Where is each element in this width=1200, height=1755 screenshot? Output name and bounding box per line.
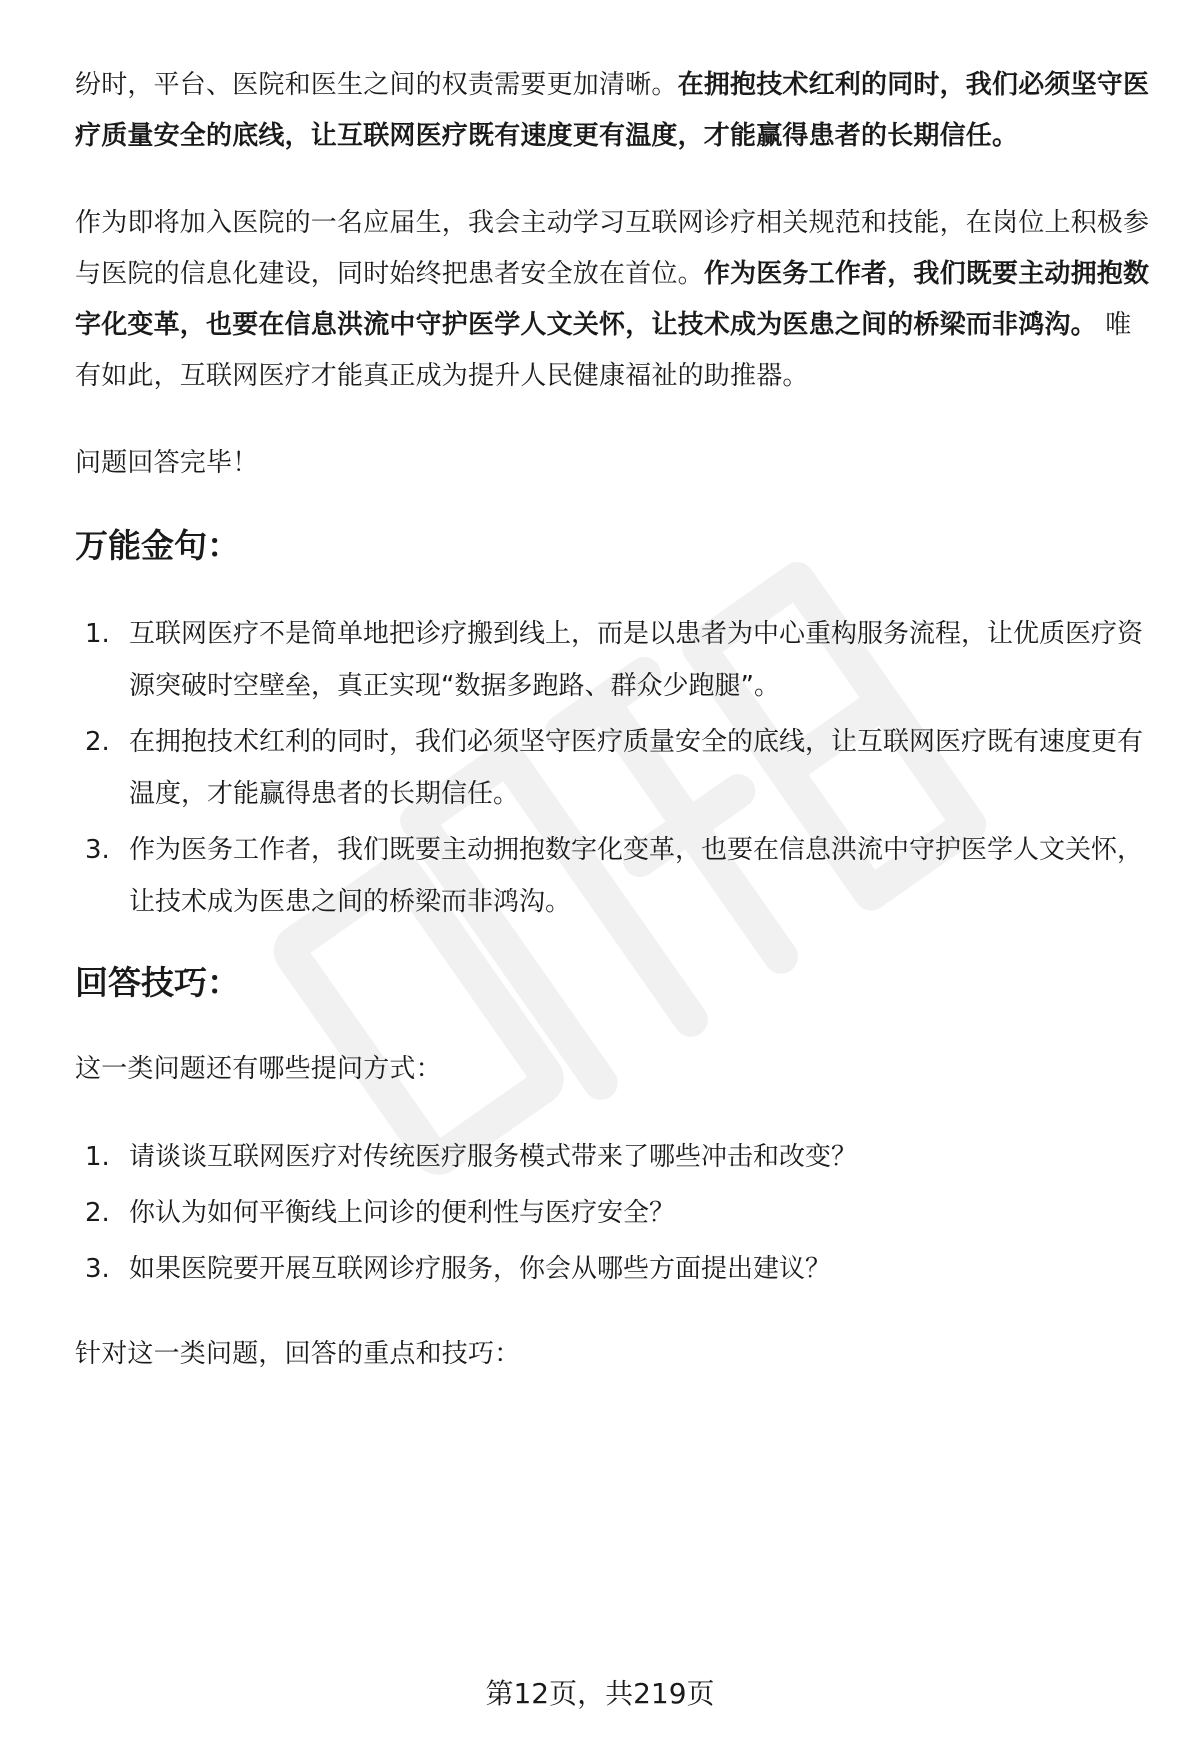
tips-outro: 针对这一类问题，回答的重点和技巧： <box>75 1339 521 1370</box>
list-item-number: 1. <box>85 1142 110 1173</box>
list-item <box>75 1131 1155 1183</box>
list-item-number: 1. <box>85 618 110 649</box>
text-run: 唯有如此，互联网医疗才能真正成为提升人民健康福祉的助推器。 <box>75 309 1132 391</box>
paragraph-1 <box>75 60 1155 162</box>
list-item <box>75 608 1155 712</box>
text-run: 作为即将加入医院的一名应届生，我会主动学习互联网诊疗相关规范和技能，在岗位上积极参与医院的信息化建设，同时始终把患者安全放在首位。 <box>75 207 1150 289</box>
list-item-text: 你认为如何平衡线上问诊的便利性与医疗安全？ <box>129 1198 676 1229</box>
list-item-number: 3. <box>85 1254 110 1285</box>
list-item <box>75 1187 1155 1239</box>
list-item-text: 互联网医疗不是简单地把诊疗搬到线上，而是以患者为中心重构服务流程，让优质医疗资源突破时空壁垒，真正实现“数据多跑路、群众少跑腿”。 <box>129 618 1144 701</box>
list-item <box>75 1243 1155 1295</box>
list-item-number: 3. <box>85 834 110 865</box>
alternative-questions-list <box>75 1131 1155 1295</box>
text-run: 问题回答完毕！ <box>75 447 259 478</box>
golden-sentences-list <box>75 608 1155 928</box>
list-item <box>75 824 1155 928</box>
document-page <box>75 60 1155 1380</box>
list-item-text: 作为医务工作者，我们既要主动拥抱数字化变革，也要在信息洪流中守护医学人文关怀，让技术成为医患之间的桥梁而非鸿沟。 <box>129 834 1144 917</box>
list-item-number: 2. <box>85 1198 110 1229</box>
paragraph-closing <box>75 438 1155 489</box>
list-item <box>75 716 1155 820</box>
section-title-golden-sentences: 万能金句： <box>75 525 240 565</box>
list-item-number: 2. <box>85 726 110 757</box>
paragraph-2 <box>75 198 1155 402</box>
list-item-text: 在拥抱技术红利的同时，我们必须坚守医疗质量安全的底线，让互联网医疗既有速度更有温度，才能赢得患者的长期信任。 <box>129 726 1144 809</box>
section-title-answer-tips: 回答技巧： <box>75 962 240 1002</box>
list-item-text: 请谈谈互联网医疗对传统医疗服务模式带来了哪些冲击和改变？ <box>129 1142 858 1173</box>
bold-text-run: 作为医务工作者，我们既要主动拥抱数字化变革，也要在信息洪流中守护医学人文关怀，让技术成为医患之间的桥梁而非鸿沟。 <box>75 258 1150 340</box>
list-item-text: 如果医院要开展互联网诊疗服务，你会从哪些方面提出建议？ <box>129 1254 832 1285</box>
bold-text-run: 在拥抱技术红利的同时，我们必须坚守医疗质量安全的底线，让互联网医疗既有速度更有温度，才能赢得患者的长期信任。 <box>75 70 1150 151</box>
page-number: 第12页，共219页 <box>485 1677 715 1710</box>
text-run: 纷时，平台、医院和医生之间的权责需要更加清晰。 <box>75 70 678 100</box>
tips-intro: 这一类问题还有哪些提问方式： <box>75 1054 442 1085</box>
